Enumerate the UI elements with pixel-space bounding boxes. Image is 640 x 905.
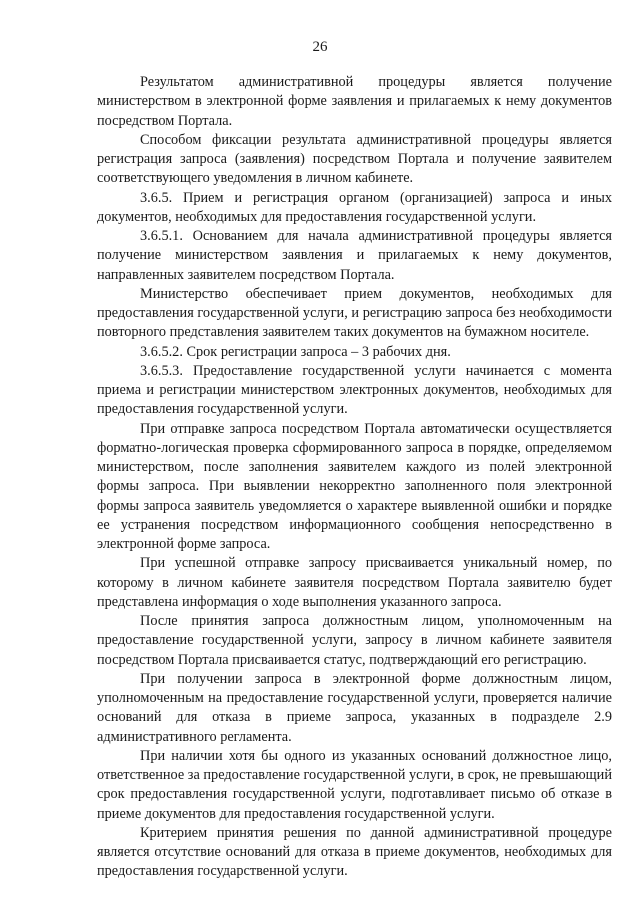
- paragraph-3-6-5-2: 3.6.5.2. Срок регистрации запроса – 3 рабочих дня.: [140, 343, 451, 360]
- paragraph-grounds-check: При получении запроса в электронной форме должностным лицом, уполномоченным на предоставление государственной услуги, проверяется наличие оснований для отказа в приеме запроса, указанных в подразделе 2.9 административного регламента.: [97, 670, 612, 745]
- document-body: [97, 73, 612, 882]
- paragraph-3-6-5-1: 3.6.5.1. Основанием для начала административной процедуры является получение министерством заявления и прилагаемых к нему документов, направленных заявителем посредством Портала.: [97, 228, 612, 283]
- paragraph-decision-criterion: Критерием принятия решения по данной административной процедуре является отсутствие оснований для отказа в приеме документов, необходимых для предоставления государственной услуги.: [97, 824, 612, 880]
- paragraph-3-6-5-3: 3.6.5.3. Предоставление государственной услуги начинается с момента приема и регистрации министерством электронных документов, необходимых для предоставления государственной услуги.: [97, 362, 612, 418]
- paragraph-result: Результатом административной процедуры является получение министерством в электронной форме заявления и прилагаемых к нему документов посредством Портала.: [97, 74, 612, 129]
- paragraph-ministry-reception: Министерство обеспечивает прием документов, необходимых для предоставления государственной услуги, и регистрацию запроса без необходимости повторного представления заявителем таких документов на бумажном носителе.: [97, 285, 612, 341]
- page-number: 26: [312, 39, 328, 55]
- paragraph-3-6-5: 3.6.5. Прием и регистрация органом (организацией) запроса и иных документов, необходимых для предоставления государственной услуги.: [97, 189, 612, 225]
- paragraph-fixation-method: Способом фиксации результата административной процедуры является регистрация запроса (заявления) посредством Портала и получение заявителем соответствующего уведомления в личном кабинете.: [97, 131, 612, 187]
- paragraph-refusal-letter: При наличии хотя бы одного из указанных оснований должностное лицо, ответственное за предоставление государственной услуги, в срок, не превышающий срок предоставления государственной услуги, подготавливает письмо об отказе в приеме документов для предоставления государственной услуги.: [97, 747, 612, 822]
- paragraph-status-assignment: После принятия запроса должностным лицом, уполномоченным на предоставление государственной услуги, запросу в личном кабинете заявителя посредством Портала присваивается статус, подтверждающий его регистрацию.: [97, 613, 612, 668]
- paragraph-portal-check: При отправке запроса посредством Портала автоматически осуществляется форматно-логическая проверка сформированного запроса в порядке, определяемом министерством, после заполнения заявителем каждого из полей электронной формы запроса. При выявлении некорректно заполненного поля электронной формы запроса заявитель уведомляется о характере выявленной ошибки и порядке ее устранения посредством информационного сообщения непосредственно в электронной форме запроса.: [97, 420, 612, 552]
- paragraph-unique-number: При успешной отправке запросу присваивается уникальный номер, по которому в личном кабинете заявителя посредством Портала заявителю будет представлена информация о ходе выполнения указанного запроса.: [97, 555, 612, 610]
